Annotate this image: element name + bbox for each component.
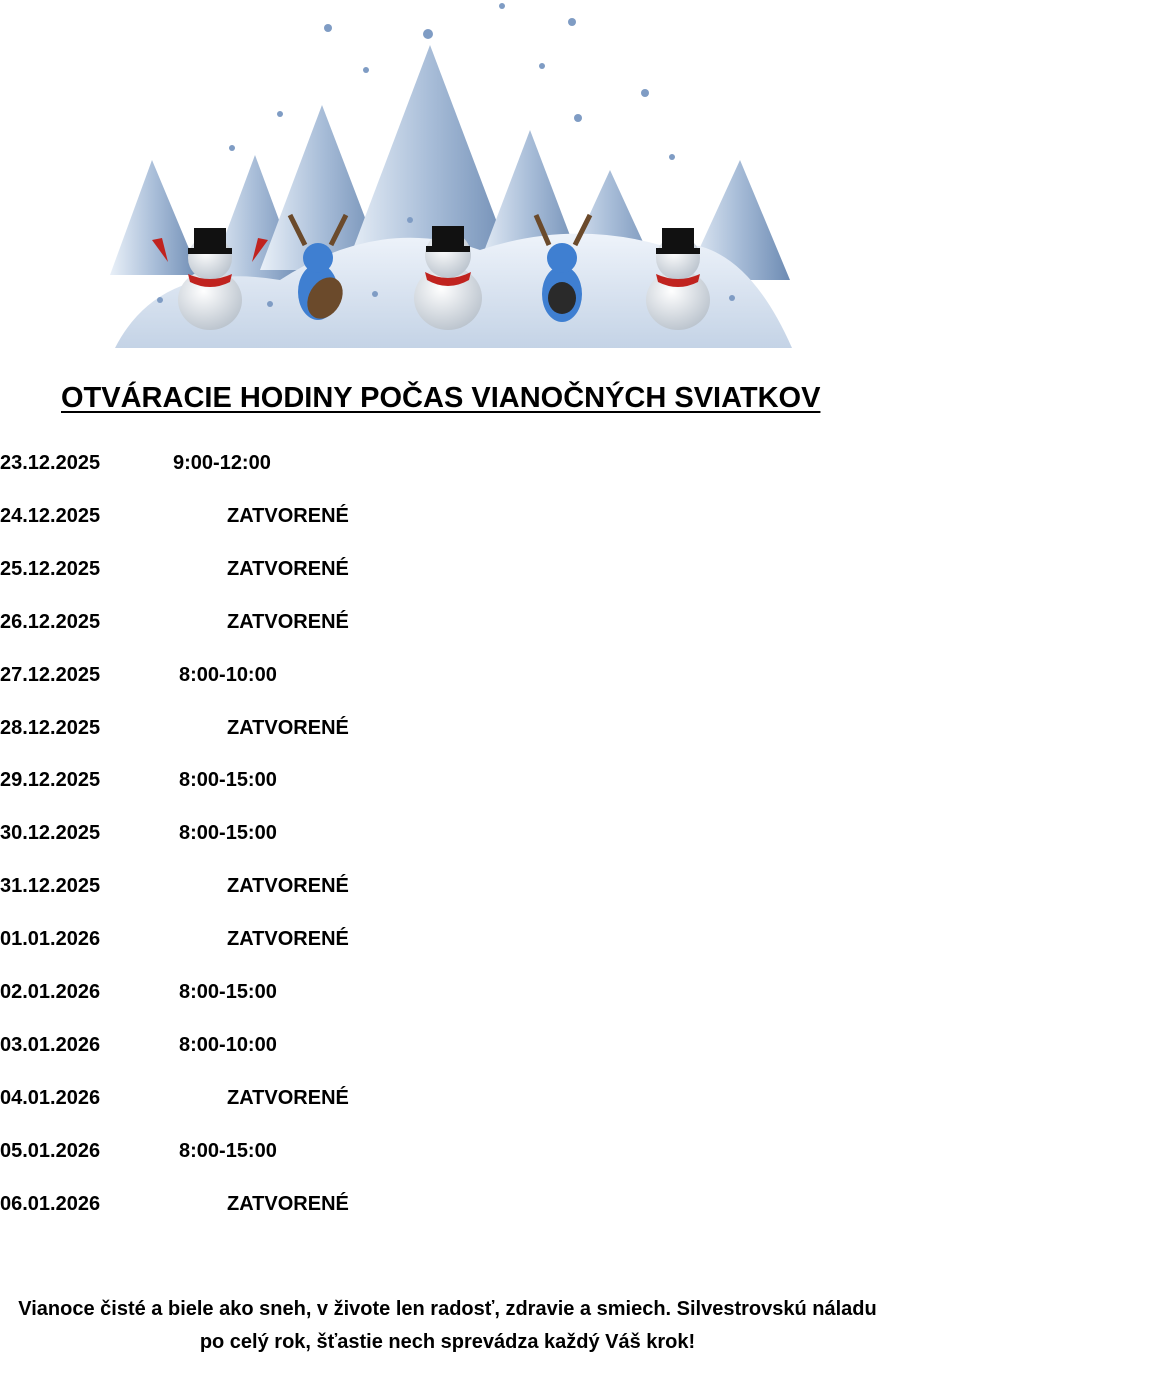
schedule-date: 31.12.2025 [0, 875, 101, 897]
schedule-date: 24.12.2025 [0, 505, 101, 527]
schedule-closed-status: ZATVORENÉ [227, 505, 349, 527]
schedule-date: 03.01.2026 [0, 1034, 101, 1056]
snowman-icon [646, 228, 710, 330]
schedule-closed-status: ZATVORENÉ [227, 1193, 349, 1215]
schedule-date: 28.12.2025 [0, 717, 101, 739]
schedule-hours: 8:00-15:00 [179, 1140, 277, 1162]
schedule-closed-status: ZATVORENÉ [227, 875, 349, 897]
schedule-date: 01.01.2026 [0, 928, 101, 950]
schedule-date: 26.12.2025 [0, 611, 101, 633]
schedule-hours: 8:00-15:00 [179, 769, 277, 791]
schedule-date: 27.12.2025 [0, 664, 101, 686]
schedule-date: 06.01.2026 [0, 1193, 101, 1215]
schedule-closed-status: ZATVORENÉ [227, 611, 349, 633]
schedule-closed-status: ZATVORENÉ [227, 928, 349, 950]
page-title: OTVÁRACIE HODINY POČAS VIANOČNÝCH SVIATKOV [61, 382, 821, 414]
schedule-closed-status: ZATVORENÉ [227, 558, 349, 580]
schedule-hours: 8:00-10:00 [179, 1034, 277, 1056]
holiday-wish [0, 1293, 895, 1359]
schedule-hours: 8:00-15:00 [179, 822, 277, 844]
schedule-date: 23.12.2025 [0, 452, 101, 474]
schedule-closed-status: ZATVORENÉ [227, 1087, 349, 1109]
snowmen-reindeer-winter-scene-icon [100, 0, 800, 352]
schedule-date: 29.12.2025 [0, 769, 101, 791]
schedule-hours: 8:00-10:00 [179, 664, 277, 686]
wish-line-1: Vianoce čisté a biele ako sneh, v živote len radosť, zdravie a smiech. Silvestrovskú náladu [18, 1298, 877, 1320]
schedule-hours: 8:00-15:00 [179, 981, 277, 1003]
schedule-date: 02.01.2026 [0, 981, 101, 1003]
schedule-date: 05.01.2026 [0, 1140, 101, 1162]
schedule-date: 25.12.2025 [0, 558, 101, 580]
wish-line-2: po celý rok, šťastie nech sprevádza každý Váš krok! [199, 1331, 696, 1353]
schedule-date: 04.01.2026 [0, 1087, 101, 1109]
schedule-closed-status: ZATVORENÉ [227, 717, 349, 739]
schedule-date: 30.12.2025 [0, 822, 101, 844]
schedule-hours: 9:00-12:00 [173, 452, 271, 474]
